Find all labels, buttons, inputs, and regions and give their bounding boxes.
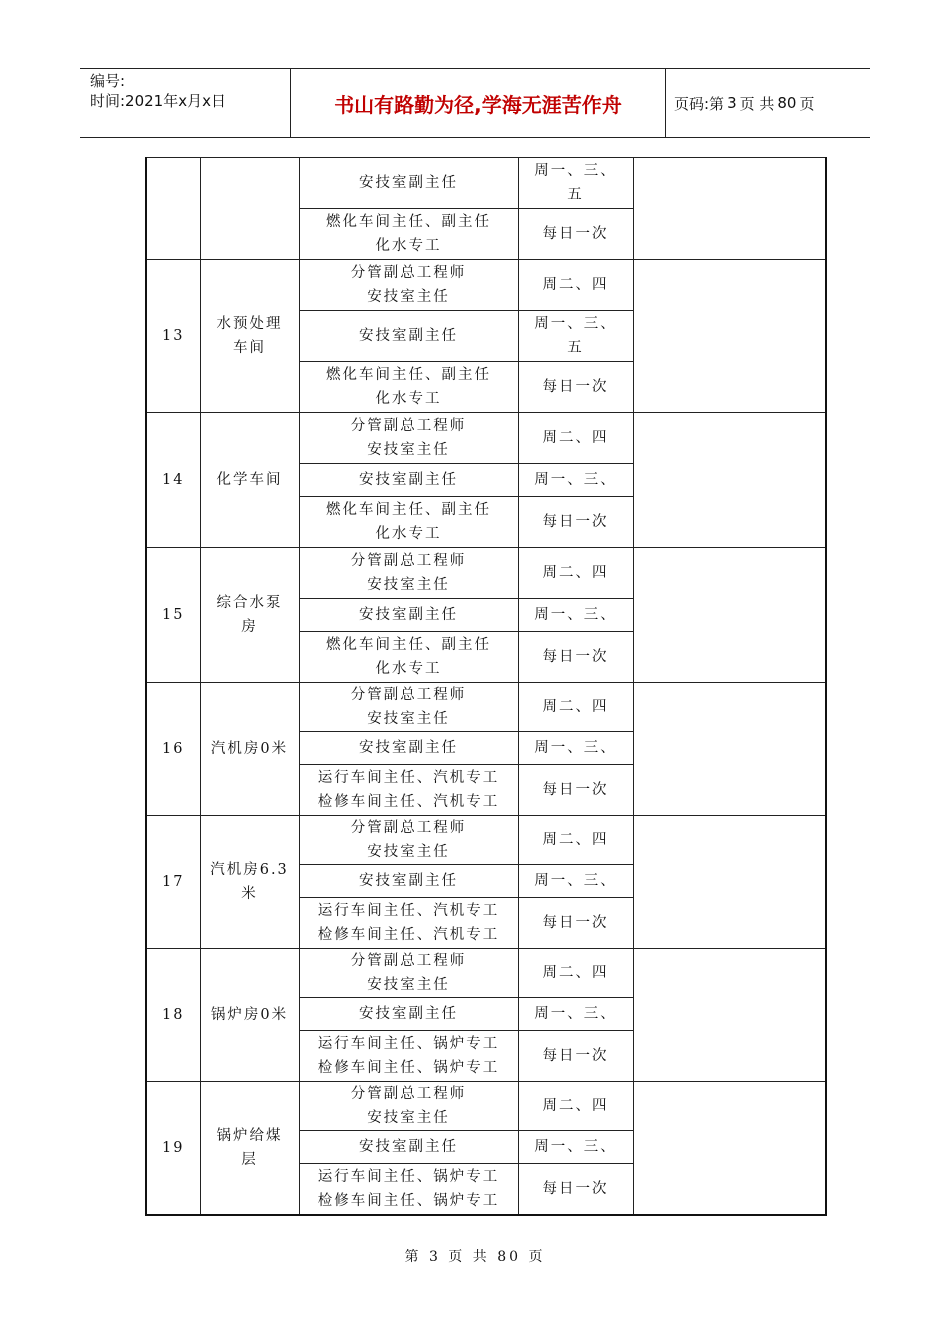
- frequency-cell: 每日一次: [518, 1031, 633, 1082]
- remarks-cell: [633, 548, 826, 683]
- inspector-cell: 安技室副主任: [299, 998, 518, 1031]
- row-number-cell: 19: [146, 1082, 200, 1215]
- header-motto: 书山有路勤为径,学海无涯苦作舟: [291, 69, 666, 137]
- inspector-cell: 安技室副主任: [299, 1131, 518, 1164]
- frequency-cell: 周二、四: [518, 1082, 633, 1131]
- frequency-cell: 周二、四: [518, 413, 633, 464]
- remarks-cell: [633, 949, 826, 1082]
- inspector-cell: 安技室副主任: [299, 599, 518, 632]
- remarks-cell: [633, 683, 826, 816]
- frequency-cell: 每日一次: [518, 362, 633, 413]
- frequency-cell: 周一、三、: [518, 1131, 633, 1164]
- area-cell: 汽机房6.3 米: [200, 816, 299, 949]
- inspector-cell: 分管副总工程师 安技室主任: [299, 816, 518, 865]
- table-row: [146, 548, 826, 599]
- inspector-cell: 安技室副主任: [299, 158, 518, 209]
- frequency-cell: 每日一次: [518, 765, 633, 816]
- frequency-cell: 周二、四: [518, 949, 633, 998]
- doc-time-label: 时间:2021年x月x日: [90, 92, 226, 110]
- inspector-cell: 分管副总工程师 安技室主任: [299, 1082, 518, 1131]
- inspector-cell: 分管副总工程师 安技室主任: [299, 949, 518, 998]
- inspector-cell: 安技室副主任: [299, 464, 518, 497]
- table-row: [146, 816, 826, 865]
- table-row: [146, 260, 826, 311]
- frequency-cell: 周二、四: [518, 816, 633, 865]
- inspector-cell: 燃化车间主任、副主任 化水专工: [299, 209, 518, 260]
- inspection-table: [145, 157, 827, 1216]
- row-number-cell: 16: [146, 683, 200, 816]
- page-number: 3: [727, 94, 737, 112]
- frequency-cell: 周一、三、: [518, 865, 633, 898]
- remarks-cell: [633, 816, 826, 949]
- table-row: [146, 413, 826, 464]
- frequency-cell: 周二、四: [518, 260, 633, 311]
- frequency-cell: 周一、三、 五: [518, 311, 633, 362]
- frequency-cell: 每日一次: [518, 632, 633, 683]
- inspector-cell: 运行车间主任、汽机专工 检修车间主任、汽机专工: [299, 898, 518, 949]
- table-row: [146, 158, 826, 209]
- document-header: [80, 68, 870, 138]
- table-row: [146, 949, 826, 998]
- row-number-cell: 13: [146, 260, 200, 413]
- inspector-cell: 分管副总工程师 安技室主任: [299, 683, 518, 732]
- area-cell: 锅炉给煤 层: [200, 1082, 299, 1215]
- frequency-cell: 周一、三、: [518, 464, 633, 497]
- page-total: 80: [777, 94, 797, 112]
- inspector-cell: 燃化车间主任、副主任 化水专工: [299, 362, 518, 413]
- frequency-cell: 每日一次: [518, 898, 633, 949]
- area-cell: [200, 158, 299, 260]
- page-end-label: 页: [799, 94, 815, 113]
- frequency-cell: 周一、三、 五: [518, 158, 633, 209]
- remarks-cell: [633, 1082, 826, 1215]
- inspector-cell: 安技室副主任: [299, 732, 518, 765]
- inspector-cell: 分管副总工程师 安技室主任: [299, 260, 518, 311]
- remarks-cell: [633, 158, 826, 260]
- row-number-cell: 17: [146, 816, 200, 949]
- remarks-cell: [633, 413, 826, 548]
- frequency-cell: 周一、三、: [518, 599, 633, 632]
- frequency-cell: 周二、四: [518, 548, 633, 599]
- header-meta: [80, 69, 291, 137]
- inspector-cell: 运行车间主任、锅炉专工 检修车间主任、锅炉专工: [299, 1031, 518, 1082]
- row-number-cell: [146, 158, 200, 260]
- area-cell: 汽机房0米: [200, 683, 299, 816]
- page-mid-label: 页 共: [739, 94, 775, 113]
- frequency-cell: 周一、三、: [518, 998, 633, 1031]
- frequency-cell: 周一、三、: [518, 732, 633, 765]
- inspector-cell: 安技室副主任: [299, 311, 518, 362]
- row-number-cell: 15: [146, 548, 200, 683]
- inspector-cell: 分管副总工程师 安技室主任: [299, 413, 518, 464]
- remarks-cell: [633, 260, 826, 413]
- frequency-cell: 每日一次: [518, 497, 633, 548]
- frequency-cell: 周二、四: [518, 683, 633, 732]
- inspector-cell: 安技室副主任: [299, 865, 518, 898]
- frequency-cell: 每日一次: [518, 209, 633, 260]
- doc-id-label: 编号:: [90, 72, 126, 90]
- inspector-cell: 运行车间主任、锅炉专工 检修车间主任、锅炉专工: [299, 1164, 518, 1215]
- header-page-info: [666, 69, 870, 137]
- page-footer: 第 3 页 共 80 页: [404, 1249, 546, 1265]
- area-cell: 综合水泵 房: [200, 548, 299, 683]
- inspector-cell: 燃化车间主任、副主任 化水专工: [299, 497, 518, 548]
- page-label: 页码:第: [674, 94, 725, 113]
- area-cell: 水预处理 车间: [200, 260, 299, 413]
- inspector-cell: 分管副总工程师 安技室主任: [299, 548, 518, 599]
- row-number-cell: 14: [146, 413, 200, 548]
- inspector-cell: 燃化车间主任、副主任 化水专工: [299, 632, 518, 683]
- table-row: [146, 683, 826, 732]
- inspection-table-body: [146, 158, 826, 1215]
- row-number-cell: 18: [146, 949, 200, 1082]
- table-row: [146, 1082, 826, 1131]
- area-cell: 锅炉房0米: [200, 949, 299, 1082]
- frequency-cell: 每日一次: [518, 1164, 633, 1215]
- area-cell: 化学车间: [200, 413, 299, 548]
- inspector-cell: 运行车间主任、汽机专工 检修车间主任、汽机专工: [299, 765, 518, 816]
